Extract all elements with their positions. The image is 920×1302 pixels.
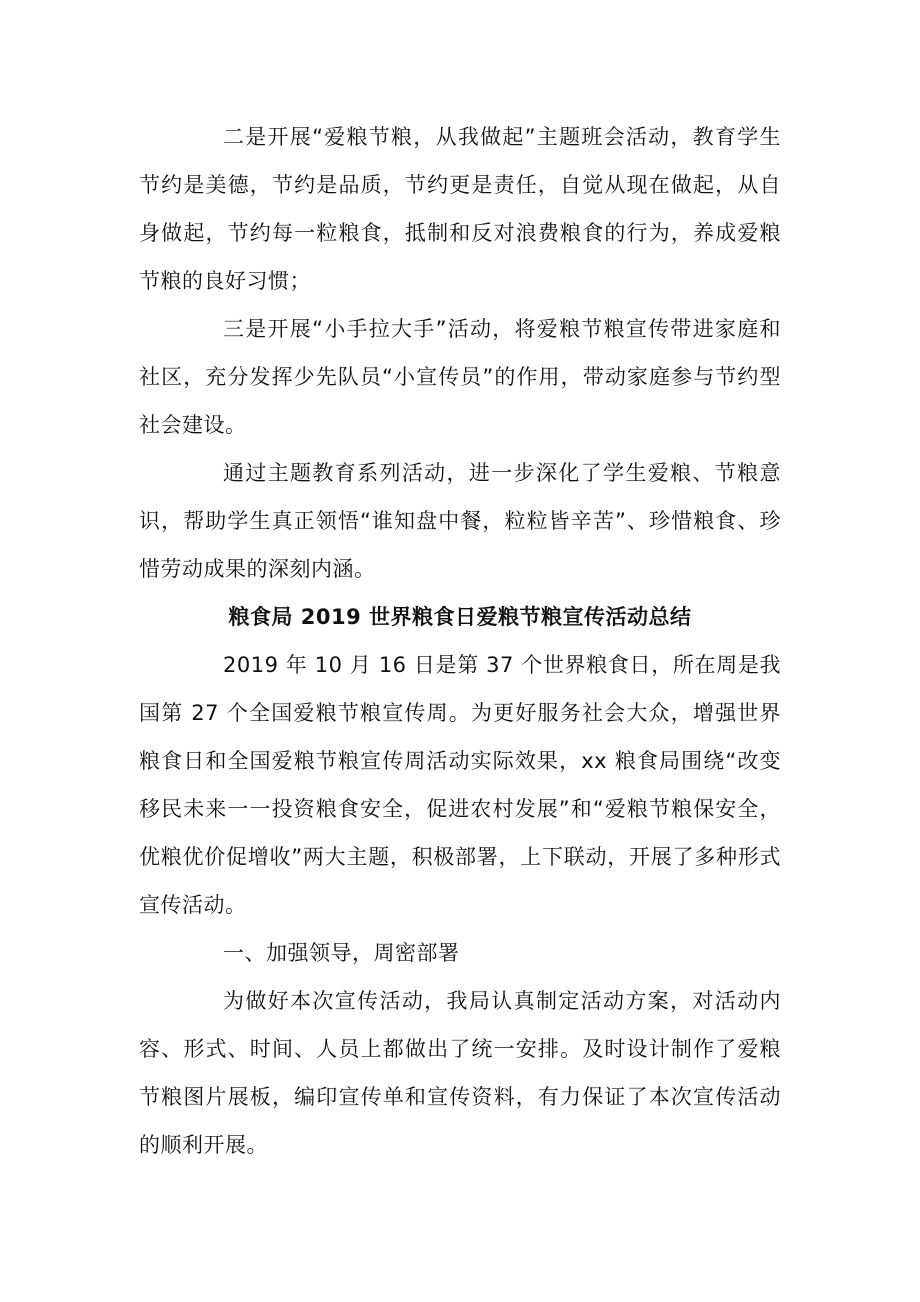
subheading-leadership: 一、加强领导，周密部署	[223, 941, 460, 965]
paragraph-class-meeting: 二是开展“爱粮节粮，从我做起”主题班会活动，教育学生节约是美德，节约是品质，节约更是责任，自觉从现在做起，从自身做起，节约每一粒粮食，抵制和反对浪费粮食的行为，养成爱粮节粮的良好习惯；	[139, 125, 781, 293]
paragraph-education-summary: 通过主题教育系列活动，进一步深化了学生爱粮、节粮意识，帮助学生真正领悟“谁知盘中餐，粒粒皆辛苦”、珍惜粮食、珍惜劳动成果的深刻内涵。	[139, 461, 781, 581]
paragraph-world-food-day: 2019 年 10 月 16 日是第 37 个世界粮食日，所在周是我国第 27 个全国爱粮节粮宣传周。为更好服务社会大众，增强世界粮食日和全国爱粮节粮宣传周活动实际效果，xx 粮食局围绕“改变移民未来一一投资粮食安全，促进农村发展”和“爱粮节粮保安全，优粮优价促增收”两大主题，积极部署，上下联动，开展了多种形式宣传活动。	[139, 653, 781, 917]
paragraph-planning: 为做好本次宣传活动，我局认真制定活动方案，对活动内容、形式、时间、人员上都做出了统一安排。及时设计制作了爱粮节粮图片展板，编印宣传单和宣传资料，有力保证了本次宣传活动的顺利开展。	[139, 989, 781, 1157]
section-title: 粮食局 2019 世界粮食日爱粮节粮宣传活动总结	[228, 605, 692, 629]
paragraph-small-hands: 三是开展“小手拉大手”活动，将爱粮节粮宣传带进家庭和社区，充分发挥少先队员“小宣传员”的作用，带动家庭参与节约型社会建设。	[139, 317, 781, 437]
document-body	[139, 113, 781, 1169]
